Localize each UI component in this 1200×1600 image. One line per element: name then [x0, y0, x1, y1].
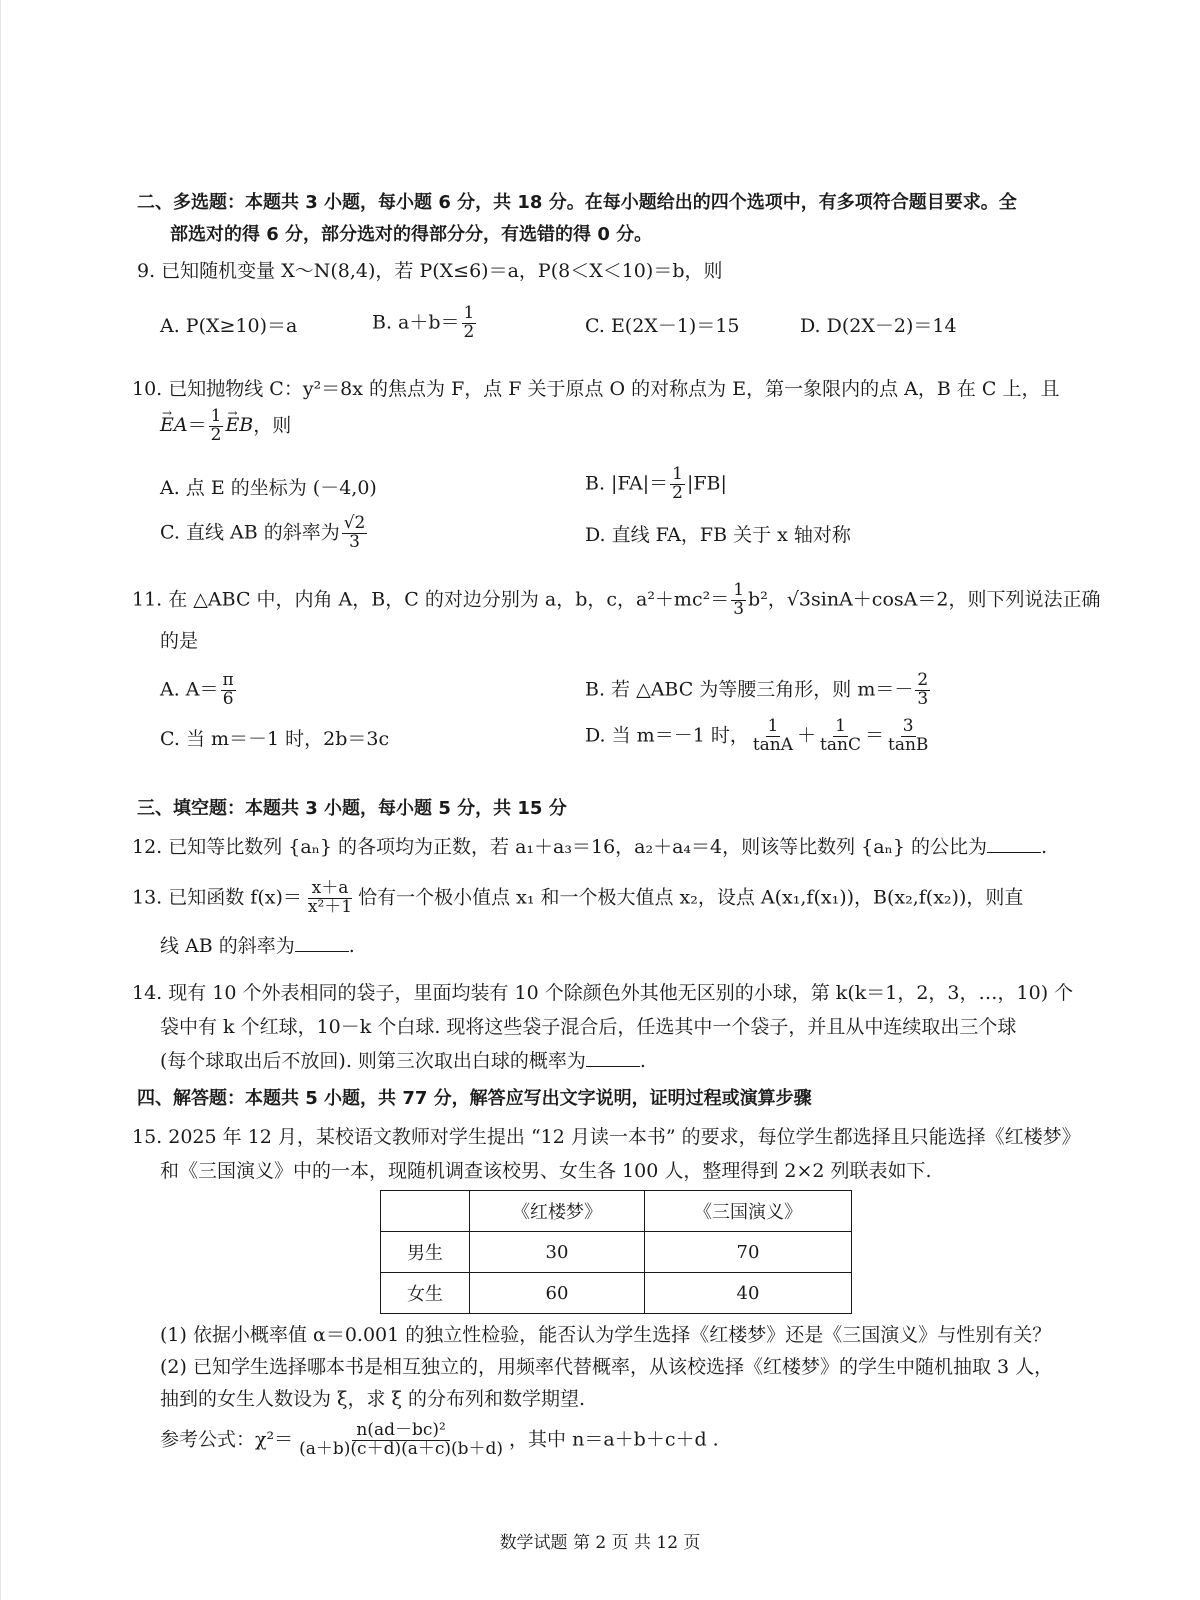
q11-option-a-pre: A. A＝: [160, 678, 219, 701]
q12-stem: 12. 已知等比数列 {aₙ} 的各项均为正数，若 a₁＋a₃＝16，a₂＋a₄＝4，则该等比数列 {aₙ} 的公比为: [132, 836, 987, 858]
vector-ea: → EA: [160, 412, 188, 438]
fraction-numerator: 1: [210, 406, 222, 426]
q10-option-b-post: |FB|: [686, 472, 727, 495]
fraction-numerator: 3: [902, 716, 914, 736]
q13-stem-pre: 13. 已知函数 f(x)＝: [132, 886, 302, 909]
q15-part1: (1) 依据小概率值 α＝0.001 的独立性检验，能否认为学生选择《红楼梦》还是《三国演义》与性别有关？: [160, 1324, 1052, 1346]
q14-line1: 14. 现有 10 个外表相同的袋子，里面均装有 10 个除颜色外其他无区别的小球，第 k(k＝1，2，3，…，10) 个: [132, 982, 1074, 1004]
q13-line2: [160, 933, 355, 959]
q10-option-c-fraction: [342, 515, 368, 552]
q10-stem-tail: ，则: [253, 414, 292, 437]
fraction-denominator: 2: [463, 321, 475, 342]
formula-pre: 参考公式：χ²＝: [160, 1428, 294, 1451]
q12-answer-blank[interactable]: [987, 834, 1041, 853]
q9-option-a: A. P(X≥10)＝a: [160, 315, 298, 337]
q10-stem-line2: [160, 408, 291, 445]
q10-option-c: [160, 515, 369, 552]
q11-option-c: C. 当 m＝－1 时，2b＝3c: [160, 728, 390, 750]
fraction-denominator: 3: [733, 598, 745, 619]
fraction-denominator: tanC: [820, 734, 861, 755]
q9-option-c: C. E(2X－1)＝15: [585, 315, 740, 337]
q11-option-d-fraction3: [886, 718, 930, 755]
q9-option-d: D. D(2X－2)＝14: [800, 315, 957, 337]
q12-end: .: [1040, 836, 1047, 858]
q10-equals: ＝: [187, 414, 207, 437]
q14-line3: [160, 1048, 646, 1074]
q11-option-b-fraction: [915, 672, 930, 709]
q11-option-d: [585, 718, 932, 755]
q14-end: .: [639, 1050, 646, 1072]
q10-option-b-fraction: [670, 466, 685, 503]
q11-option-d-equals: ＝: [864, 724, 884, 747]
table-cell: 70: [645, 1232, 852, 1273]
fraction-denominator: x²＋1: [307, 896, 353, 917]
fraction-numerator: 1: [672, 464, 683, 484]
fraction-denominator: 2: [210, 424, 222, 445]
q13-answer-blank[interactable]: [295, 933, 349, 952]
q11-option-d-fraction2: [818, 718, 863, 755]
q13-stem-post: 恰有一个极小值点 x₁ 和一个极大值点 x₂，设点 A(x₁,f(x₁))，B(x₂,f(x₂))，则直: [358, 886, 1024, 909]
q13-line1: [132, 880, 1023, 917]
fraction-denominator: 2: [672, 482, 683, 503]
fraction-denominator: 6: [222, 688, 234, 709]
fraction-numerator: 2: [917, 670, 929, 690]
q11-option-a-fraction: [221, 672, 236, 709]
fraction-numerator: 1: [463, 303, 475, 323]
table-row-label: 男生: [381, 1232, 470, 1273]
section2-title-line1: 二、多选题：本题共 3 小题，每小题 6 分，共 18 分。在每小题给出的四个选项中，有多项符合题目要求。全: [137, 192, 1017, 213]
q14-answer-blank[interactable]: [586, 1048, 640, 1067]
q11-option-a: [160, 672, 238, 709]
q11-option-b: [585, 672, 932, 709]
table-row-label: 女生: [381, 1273, 470, 1314]
q11-option-d-plus: ＋: [797, 724, 817, 747]
fraction-numerator: 1: [767, 716, 779, 736]
fraction-numerator: √2: [343, 513, 366, 533]
q13-function-fraction: [304, 880, 356, 917]
page-edge-line: [0, 0, 1, 1600]
fraction-denominator: tanB: [888, 734, 929, 755]
fraction-numerator: x＋a: [308, 880, 353, 899]
fraction-numerator: n(ad－bc)²: [352, 1422, 449, 1441]
section2-title-line2: 部选对的得 6 分，部分选对的得部分分，有选错的得 0 分。: [170, 224, 653, 245]
q9-option-b: [372, 305, 478, 342]
q13-line2-text: 线 AB 的斜率为: [160, 935, 295, 957]
fraction-denominator: tanA: [752, 734, 794, 755]
q10-option-b: [585, 466, 727, 503]
q14-line3-text: (每个球取出后不放回). 则第三次取出白球的概率为: [160, 1050, 586, 1072]
fraction-numerator: 1: [733, 580, 745, 600]
fraction-numerator: π: [222, 670, 234, 690]
fraction-numerator: 1: [835, 716, 846, 736]
fraction-denominator: 3: [349, 531, 360, 552]
page-footer: 数学试题 第 2 页 共 12 页: [499, 1533, 701, 1553]
q12-line: [132, 834, 1047, 860]
fraction-denominator: 3: [917, 688, 929, 709]
q15-line2: 和《三国演义》中的一本，现随机调查该校男、女生各 100 人，整理得到 2×2 列联表如下.: [160, 1160, 932, 1182]
q11-option-d-pre: D. 当 m＝－1 时，: [585, 724, 749, 747]
contingency-table: [380, 1190, 852, 1314]
table-header-cell: 《三国演义》: [645, 1191, 852, 1232]
section3-title: 三、填空题：本题共 3 小题，每小题 5 分，共 15 分: [137, 798, 567, 819]
q14-line2: 袋中有 k 个红球，10－k 个白球. 现将这些袋子混合后，任选其中一个袋子，并且从中连续取出三个球: [160, 1016, 1017, 1038]
table-cell: 40: [645, 1273, 852, 1314]
table-header-row: [381, 1191, 852, 1232]
q15-part2-line2: 抽到的女生人数设为 ξ，求 ξ 的分布列和数学期望.: [160, 1388, 586, 1410]
q15-line1: 15. 2025 年 12 月，某校语文教师对学生提出 “12 月读一本书” 的要求，每位学生都选择且只能选择《红楼梦》: [132, 1126, 1081, 1148]
vector-eb: → EB: [225, 412, 253, 438]
formula-post: ，其中 n＝a＋b＋c＋d .: [509, 1428, 719, 1451]
q10-option-b-pre: B. |FA|＝: [585, 472, 669, 495]
table-header-cell: [381, 1191, 470, 1232]
q10-option-c-pre: C. 直线 AB 的斜率为: [160, 521, 340, 544]
q10-stem-line1: 10. 已知抛物线 C：y²＝8x 的焦点为 F，点 F 关于原点 O 的对称点为 E，第一象限内的点 A，B 在 C 上，且: [132, 378, 1060, 400]
q11-option-b-pre: B. 若 △ABC 为等腰三角形，则 m＝－: [585, 678, 914, 701]
q11-stem-post: b²，√3sinA＋cosA＝2，则下列说法正确: [748, 588, 1101, 611]
q15-part2-line1: (2) 已知学生选择哪本书是相互独立的，用频率代替概率，从该校选择《红楼梦》的学生中随机抽取 3 人，: [160, 1356, 1054, 1378]
table-cell: 30: [470, 1232, 645, 1273]
table-row: [381, 1232, 852, 1273]
table-header-cell: 《红楼梦》: [470, 1191, 645, 1232]
section4-title: 四、解答题：本题共 5 小题，共 77 分，解答应写出文字说明，证明过程或演算步骤: [137, 1088, 812, 1109]
q9-option-b-fraction: [462, 305, 477, 342]
q11-stem-pre: 11. 在 △ABC 中，内角 A，B，C 的对边分别为 a，b，c，a²＋mc²＝: [132, 588, 730, 611]
q13-end: .: [348, 935, 355, 957]
q15-reference-formula: [160, 1422, 719, 1459]
q10-option-a: A. 点 E 的坐标为 (－4,0): [160, 477, 377, 499]
q9-stem: 9. 已知随机变量 X～N(8,4)，若 P(X≤6)＝a，P(8＜X＜10)＝b，则: [137, 260, 723, 282]
q11-stem-line2: 的是: [160, 630, 199, 652]
chi-square-fraction: [295, 1422, 507, 1459]
q9-option-b-text: B. a＋b＝: [372, 311, 460, 334]
q10-option-d: D. 直线 FA，FB 关于 x 轴对称: [585, 524, 851, 546]
fraction-denominator: (a＋b)(c＋d)(a＋c)(b＋d): [299, 1438, 504, 1459]
q11-stem-line1: [132, 582, 1100, 619]
q11-option-d-fraction1: [751, 718, 795, 755]
table-row: [381, 1273, 852, 1314]
table-cell: 60: [470, 1273, 645, 1314]
q11-stem-fraction: [731, 582, 746, 619]
q10-stem-fraction: [209, 408, 224, 445]
